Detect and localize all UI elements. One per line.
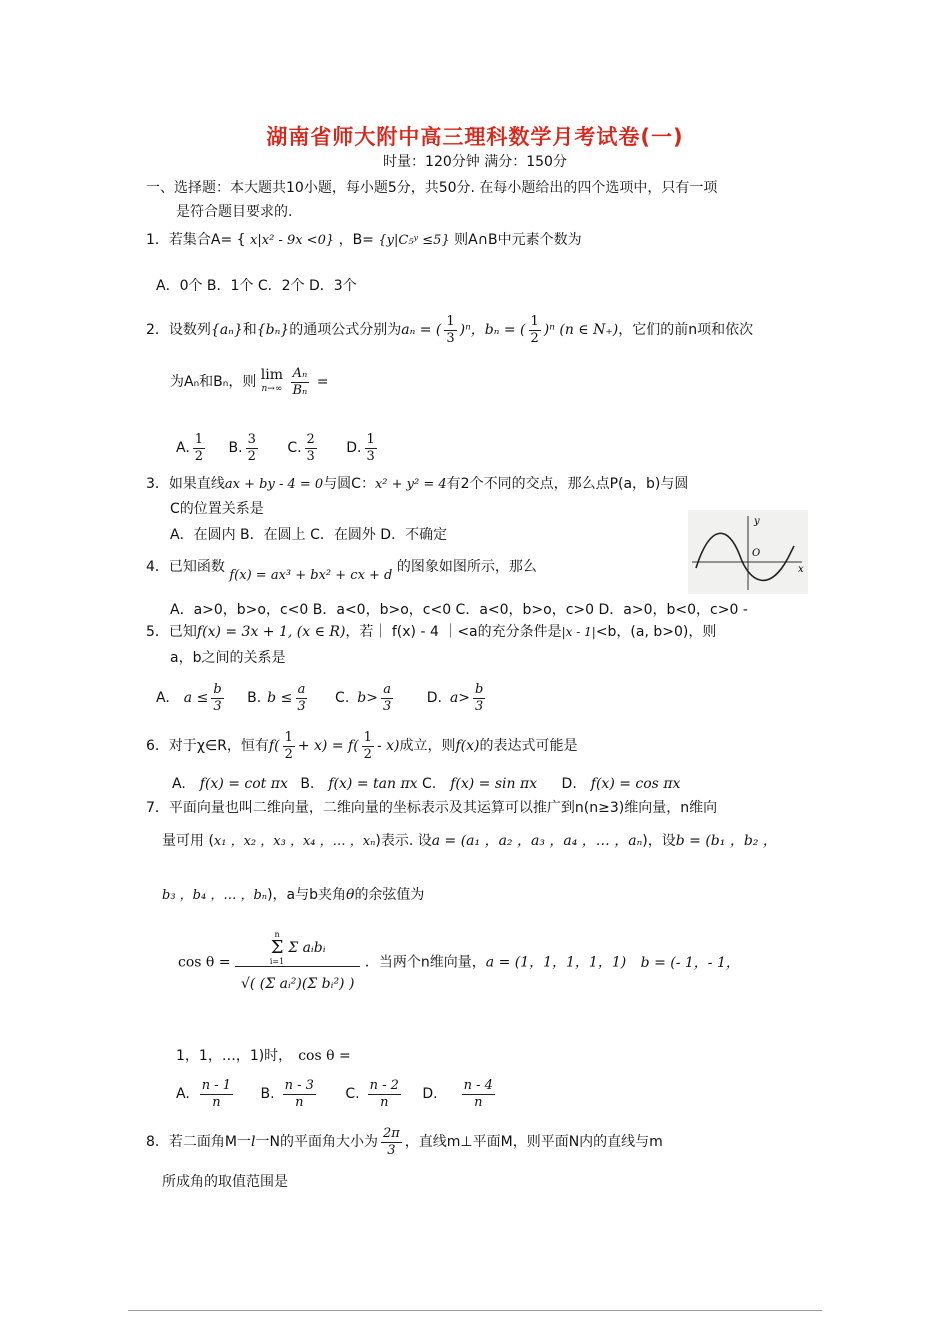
- q3-options: A．在圆内 B．在圆上 C．在圆外 D．不确定: [170, 527, 448, 543]
- section-intro-line2: 是符合题目要求的.: [176, 204, 293, 220]
- q7-option-a-fraction: $\frac{n - 1}{n}$: [201, 1077, 232, 1110]
- q2-option-d-label: D.: [346, 440, 362, 456]
- q4-graph-curve: [696, 533, 794, 580]
- question-3: 3．如果直线ax + by - 4 = 0与圆C：x² + y² = 4有2个不同的交点，那么点P(a，b)与圆: [146, 476, 689, 492]
- q7-option-c-fraction: $\frac{n - 2}{n}$: [369, 1077, 399, 1110]
- q2-text-c: ，它们的前n项和依次: [618, 322, 754, 338]
- q5-condition: |x - 1|: [561, 625, 596, 639]
- q2-line2-text: 为Aₙ和Bₙ，则: [170, 374, 257, 390]
- question-8: 8．若二面角M一l一N的平面角大小为 $\frac{2\pi}{3}$ ，直线m⊥平面M，则平面N内的直线与m: [146, 1125, 663, 1158]
- question-2: [146, 312, 753, 348]
- q7-option-b-fraction: $\frac{n - 3}{n}$: [284, 1077, 314, 1110]
- q2-fraction-half: $\frac{1}{2}$: [530, 313, 539, 346]
- q1-text-a: 1．若集合A= {: [146, 232, 246, 248]
- q4-graph-x-label: x: [798, 564, 804, 575]
- q5-line2: a，b之间的关系是: [170, 650, 286, 666]
- q5-options: A. a ≤ $\frac{b}{3}$ B. b ≤ $\frac{a}{3}$ C. b> $\frac{a}{3}$ D. a> $\frac{b}{3}$: [156, 681, 484, 714]
- q6-half-b: $\frac{1}{2}$: [363, 729, 372, 762]
- question-4: 4．已知函数 f(x) = ax³ + bx² + cx + d 的图象如图所示，那么: [146, 559, 537, 583]
- page-subtitle: 时量：120分钟 满分：150分: [383, 154, 567, 170]
- q6-options: A. f(x) = cot πx B. f(x) = tan πx C. f(x) = sin πx D. f(x) = cos πx: [172, 776, 681, 792]
- q7-line5: 1，1，…，1)时， cos θ =: [176, 1048, 351, 1064]
- q2-formula-a-end: )ⁿ，: [459, 322, 485, 338]
- q7-line3: b₃ ，b₄ ，… ，bₙ)，a与b夹角θ的余弦值为: [162, 887, 425, 903]
- q2-option-c-label: C.: [287, 440, 302, 456]
- q2-limit-fraction: $\frac{\text{Aₙ}}{\text{Bₙ}}$: [292, 365, 308, 398]
- q7-vector-b-cont: b₃ ，b₄ ，… ，bₙ: [162, 888, 268, 903]
- q5-option-c-fraction: $\frac{a}{3}$: [382, 681, 392, 714]
- q7-options: A. $\frac{n - 1}{n}$ B. $\frac{n - 3}{n}$ C. $\frac{n - 2}{n}$ D. $\frac{n - 4}{n}$: [176, 1077, 493, 1110]
- q7-vector-b: b = (b₁ ，b₂ ，: [675, 833, 777, 849]
- q4-graph-y-label: y: [754, 516, 760, 527]
- q2-seq-a: {aₙ}: [210, 322, 243, 338]
- q6-half-a: $\frac{1}{2}$: [284, 729, 293, 762]
- q2-options: [176, 428, 380, 468]
- q5-function: f(x) = 3x + 1, (x ∈ R): [196, 624, 346, 640]
- section-intro-line1: 一、选择题：本大题共10小题，每小题5分，共50分. 在每小题给出的四个选项中，只有一项: [146, 180, 718, 196]
- q7-line2: 量可用 (x₁ ，x₂ ，x₃ ，x₄ ，… ，xₙ)表示. 设a = (a₁ ，a₂ ，a₃ ，a₄ ，… ，aₙ)，设b = (b₁ ，b₂ ，: [162, 833, 777, 849]
- q2-option-c-value: $\frac{2}{3}$: [306, 431, 315, 464]
- q7-cosine-fraction: n Σ i=1 Σ aᵢbᵢ √( (Σ aᵢ²)(Σ bᵢ²) ): [235, 930, 360, 995]
- footer-divider: [128, 1310, 822, 1311]
- page-title: 湖南省师大附中高三理科数学月考试卷(一): [266, 125, 684, 149]
- q7-vector-a: a = (a₁ ，a₂ ，a₃ ，a₄ ，… ，aₙ: [431, 833, 643, 849]
- q2-text-and: 和: [242, 322, 257, 338]
- q2-equals: =: [316, 374, 329, 390]
- q5-option-d-fraction: $\frac{b}{3}$: [475, 681, 484, 714]
- q1-text-b: ，B=: [338, 232, 374, 248]
- q7-cosine-formula: cos θ = n Σ i=1 Σ aᵢbᵢ √( (Σ aᵢ²)(Σ bᵢ²) ) ．当两个n维向量，a = (1，1，1，1，1) b = (- 1，- 1，: [178, 930, 740, 995]
- q2-text-b: 的通项公式分别为: [289, 322, 402, 338]
- question-5: 5．已知f(x) = 3x + 1, (x ∈ R)，若｜ f(x) - 4 ｜<a的充分条件是|x - 1|<b，(a, b>0)，则: [146, 624, 717, 640]
- q4-graph-svg: [688, 510, 808, 594]
- q2-text-a: 2．设数列: [146, 322, 211, 338]
- q4-function: f(x) = ax³ + bx² + cx + d: [229, 568, 393, 583]
- q2-option-b-label: B.: [228, 440, 243, 456]
- q2-option-d-value: $\frac{1}{3}$: [366, 431, 375, 464]
- q3-circle-equation: x² + y² = 4: [374, 477, 447, 492]
- q4-function-graph: [688, 510, 808, 594]
- q2-line2: [170, 362, 329, 402]
- q2-option-a-label: A.: [176, 440, 190, 456]
- q2-formula-a: aₙ = (: [401, 322, 442, 338]
- q2-formula-b-end: )ⁿ (n ∈ N₊): [543, 322, 619, 338]
- q3-line2: C的位置关系是: [170, 501, 264, 517]
- q1-text-c: 则A∩B中元素个数为: [454, 232, 582, 248]
- q8-angle-fraction: $\frac{2\pi}{3}$: [382, 1125, 400, 1158]
- q1-set-a: x|x² - 9x <0}: [250, 233, 335, 248]
- q4-options: A．a>0，b>o，c<0 B．a<0，b>o，c<0 C．a<0，b>o，c>0 D．a>0，b<0，c>0 -: [170, 602, 748, 618]
- q3-line-equation: ax + by - 4 = 0: [224, 477, 324, 492]
- q8-line2: 所成角的取值范围是: [162, 1174, 288, 1190]
- q2-fraction-third: $\frac{1}{3}$: [446, 313, 455, 346]
- q2-limit: lim n→∞: [260, 367, 284, 394]
- q1-options: A．0个 B．1个 C．2个 D．3个: [156, 278, 357, 294]
- q5-option-a-fraction: $\frac{b}{3}$: [213, 681, 222, 714]
- q2-seq-b: {bₙ}: [256, 322, 290, 338]
- q7-option-d-fraction: $\frac{n - 4}{n}$: [463, 1077, 493, 1110]
- q5-option-b-fraction: $\frac{a}{3}$: [297, 681, 306, 714]
- question-6: 6．对于χ∈R，恒有f( $\frac{1}{2}$ + x) = f( $\frac{1}{2}$ - x)成立，则f(x)的表达式可能是: [146, 729, 578, 762]
- q2-option-a-value: $\frac{1}{2}$: [194, 431, 204, 464]
- q7-line1: 7．平面向量也叫二维向量，二维向量的坐标表示及其运算可以推广到n(n≥3)维向量，n维向: [146, 800, 718, 816]
- question-1: [146, 230, 582, 251]
- q4-graph-origin-label: O: [752, 548, 761, 559]
- q2-formula-b: bₙ = (: [484, 322, 526, 338]
- q1-set-b: {y|C₅ʸ ≤5}: [378, 233, 450, 248]
- q2-option-b-value: $\frac{3}{2}$: [247, 431, 256, 464]
- q7-vector-x: x₁ ，x₂ ，x₃ ，x₄ ，… ，xₙ: [213, 834, 376, 849]
